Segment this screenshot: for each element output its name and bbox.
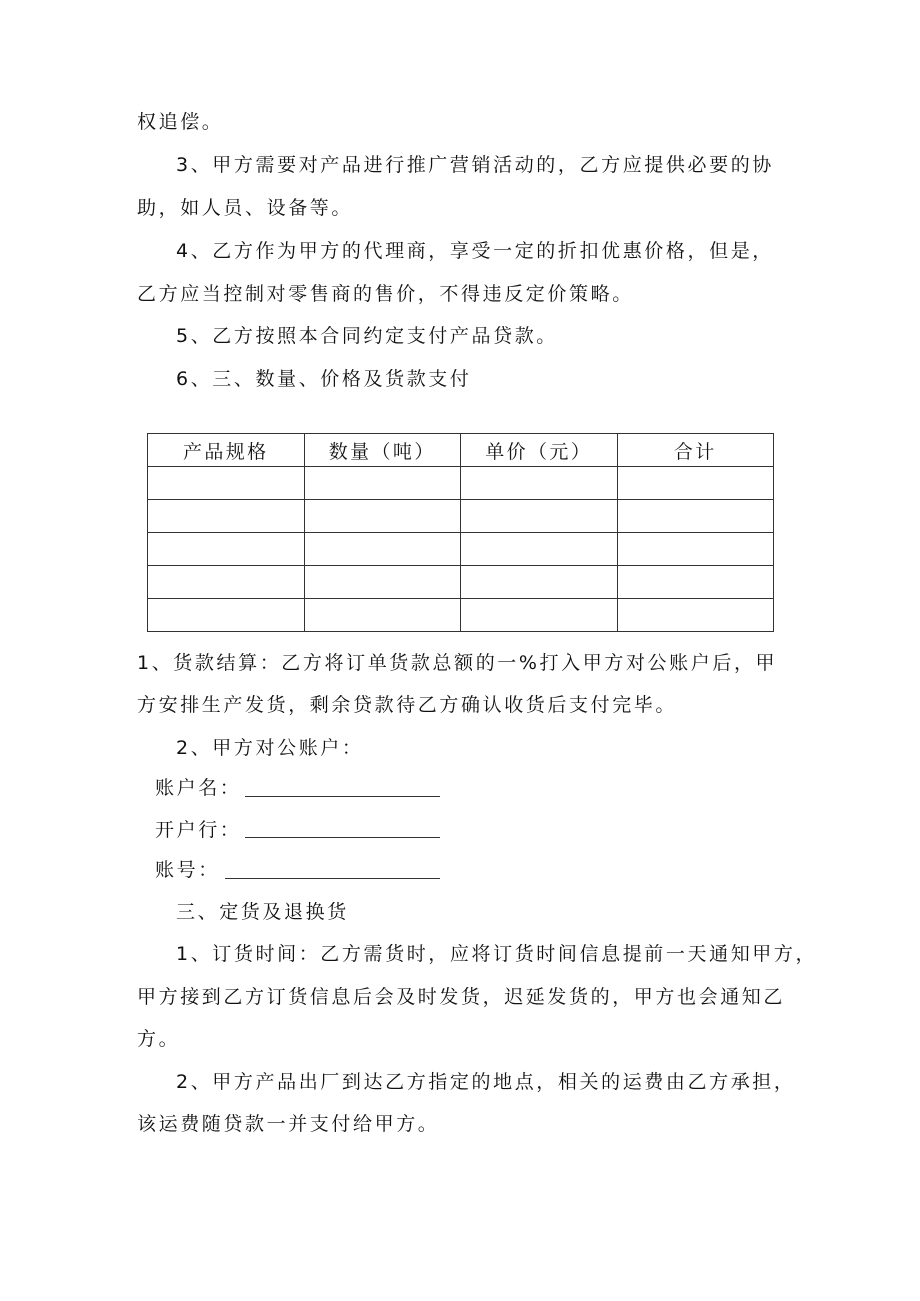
table-cell: [461, 467, 618, 500]
table-cell: [617, 500, 774, 533]
ordering-line-2: 甲方接到乙方订货信息后会及时发货，迟延发货的，甲方也会通知乙: [137, 986, 786, 1008]
section-3-heading: 三、定货及退换货: [176, 901, 349, 923]
paragraph-continuation: 权追偿。: [137, 111, 224, 133]
clause-4-line-2: 乙方应当控制对零售商的售价，不得违反定价策略。: [137, 283, 634, 305]
table-cell: [148, 533, 305, 566]
bank-blank: [245, 837, 440, 838]
clause-4-line-1: 4、乙方作为甲方的代理商，享受一定的折扣优惠价格，但是，: [176, 240, 774, 262]
shipping-line-1: 2、甲方产品出厂到达乙方指定的地点，相关的运费由乙方承担，: [176, 1071, 796, 1093]
table-row: [148, 533, 774, 566]
table-cell: [461, 500, 618, 533]
clause-3-line-2: 助，如人员、设备等。: [137, 197, 354, 219]
shipping-line-2: 该运费随贷款一并支付给甲方。: [137, 1113, 440, 1135]
payment-settlement-line-1: 1、货款结算：乙方将订单货款总额的一%打入甲方对公账户后，甲: [137, 652, 778, 674]
table-row: [148, 599, 774, 632]
account-name-blank: [245, 796, 440, 797]
table-cell: [461, 566, 618, 599]
price-table: [147, 433, 774, 632]
table-cell: [304, 566, 461, 599]
table-cell: [617, 533, 774, 566]
table-cell: [304, 533, 461, 566]
table-cell: [617, 467, 774, 500]
table-cell: [148, 467, 305, 500]
table-cell: [304, 599, 461, 632]
table-cell: [148, 599, 305, 632]
ordering-line-3: 方。: [137, 1028, 181, 1050]
table-row: [148, 566, 774, 599]
table-header-cell: 合计: [617, 434, 774, 467]
clause-3-line-1: 3、甲方需要对产品进行推广营销活动的，乙方应提供必要的协: [176, 154, 774, 176]
ordering-line-1: 1、订货时间：乙方需货时，应将订货时间信息提前一天通知甲方，: [176, 943, 818, 965]
table-cell: [461, 599, 618, 632]
table-cell: [461, 533, 618, 566]
table-header-cell: 数量（吨）: [304, 434, 461, 467]
table-header-cell: 产品规格: [148, 434, 305, 467]
table-row: [148, 500, 774, 533]
table-header-row: [148, 434, 774, 467]
table-cell: [148, 566, 305, 599]
account-name-label: 账户名：: [155, 777, 242, 799]
table-cell: [148, 500, 305, 533]
account-heading: 2、甲方对公账户：: [176, 737, 364, 759]
table-cell: [304, 500, 461, 533]
table-cell: [617, 599, 774, 632]
table-cell: [304, 467, 461, 500]
clause-6-heading: 6、三、数量、价格及货款支付: [176, 368, 472, 390]
table-header-cell: 单价（元）: [461, 434, 618, 467]
payment-settlement-line-2: 方安排生产发货，剩余贷款待乙方确认收货后支付完毕。: [137, 694, 678, 716]
account-number-label: 账号：: [155, 859, 220, 881]
table-cell: [617, 566, 774, 599]
account-number-blank: [225, 878, 440, 879]
clause-5: 5、乙方按照本合同约定支付产品贷款。: [176, 325, 558, 347]
table-row: [148, 467, 774, 500]
bank-label: 开户行：: [155, 819, 242, 841]
